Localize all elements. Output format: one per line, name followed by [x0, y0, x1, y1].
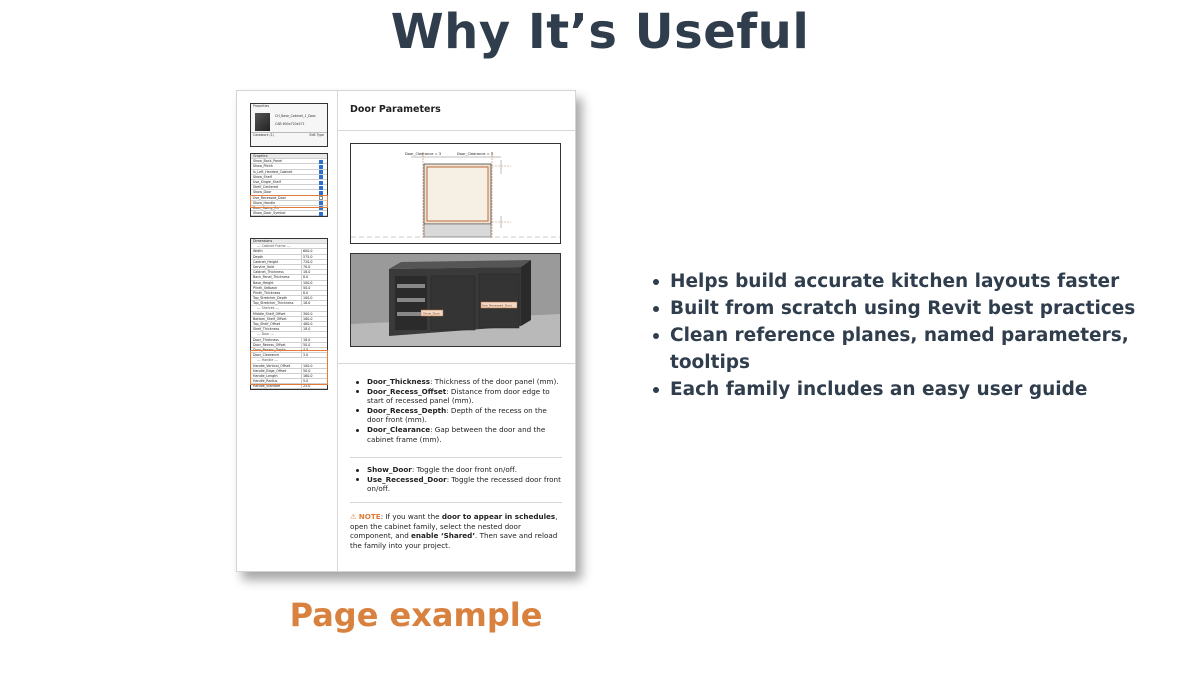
parameter-desc-text: : Depth of the recess on the door front (mm). [367, 405, 547, 425]
parameter-value[interactable]: 8.0 [301, 291, 328, 296]
parameter-description [350, 475, 562, 494]
family-name: CH_Base_Cabinet_1_Door [275, 114, 316, 118]
door-parameters-section [338, 91, 576, 571]
parameter-name: Base_Height [253, 280, 274, 285]
note-text: . Then save and reload the family into your project. [350, 531, 558, 550]
benefit-item: Clean reference planes, named parameters, tooltips [650, 322, 1170, 376]
parameter-value[interactable]: 600.0 [301, 249, 328, 254]
parameter-name: Is_Left_Handed_Cabinet [253, 169, 293, 174]
parameter-value[interactable]: 5.0 [301, 379, 328, 384]
parameter-name: Show_Back_Panel [253, 159, 283, 164]
parameter-name: --- Door --- [257, 332, 275, 337]
parameter-name: Depth [253, 254, 264, 259]
parameter-value[interactable]: 50.0 [301, 369, 328, 374]
parameter-value[interactable]: 100.0 [301, 296, 328, 301]
door-dimension-params [350, 377, 562, 444]
parameter-name: Shelf_Centered [253, 185, 279, 190]
divider [350, 502, 562, 503]
parameter-desc-text: : Thickness of the door panel (mm). [430, 377, 559, 386]
parameter-checkbox[interactable] [319, 181, 323, 185]
clearance-label-right: Door_Clearance = 3 [457, 152, 494, 156]
parameter-name: Show_Door_Symbol [253, 211, 286, 216]
door-visibility-params [350, 465, 562, 494]
parameter-value[interactable]: 18.0 [301, 327, 328, 332]
parameter-name: Top_Shelf_Offset [253, 322, 281, 326]
parameter-label: Door_Recess_Offset [367, 386, 447, 396]
parameter-name: Service_Void [253, 264, 274, 269]
parameter-description [350, 387, 562, 406]
dimensions-group-label: Dimensions [251, 239, 327, 244]
parameter-label: Door_Recess_Depth [367, 405, 447, 415]
cabinet-thumbnail-icon [255, 113, 270, 131]
parameter-value[interactable]: 160.0 [301, 374, 328, 379]
benefit-item: Helps build accurate kitchen layouts faster [650, 268, 1170, 295]
parameter-row [251, 211, 327, 216]
schedule-note [350, 512, 564, 550]
graphics-group-label: Graphics [251, 154, 327, 159]
parameter-checkbox[interactable] [319, 170, 323, 174]
parameter-name: Handle_Length [253, 373, 278, 378]
3d-render-image [350, 253, 561, 347]
properties-label: Properties [253, 104, 270, 108]
parameter-value[interactable]: 18.0 [301, 270, 328, 275]
divider [350, 457, 562, 458]
parameter-value[interactable]: 100.0 [301, 364, 328, 369]
page-example-caption: Page example [289, 596, 543, 634]
render-label-right: Use_Recessed_Door [482, 303, 512, 308]
parameter-name: Handle_Edge_Offset [253, 368, 287, 373]
parameter-name: Shelf_Thickness [253, 327, 280, 332]
graphics-highlight [250, 195, 328, 208]
parameter-name: Top_Stretcher_Thickness [253, 301, 294, 306]
parameter-name: Handle_Radius [253, 379, 278, 384]
parameter-name: Middle_Shelf_Offset [253, 311, 286, 316]
parameter-value[interactable]: 300.0 [301, 312, 328, 317]
parameter-name: Door_Recess_Offset [253, 342, 286, 347]
parameter-value[interactable]: 3.0 [301, 353, 328, 358]
parameter-checkbox[interactable] [319, 160, 323, 164]
parameter-name: Top_Stretcher_Depth [253, 296, 288, 301]
parameter-label: Door_Clearance [367, 424, 431, 434]
parameter-name: Handle_Vertical_Offset [253, 363, 291, 368]
parameter-name: Use_Single_Shelf [253, 179, 281, 184]
parameter-name: Cabinet_Height [253, 259, 279, 264]
parameter-name: --- Cabinet Frame --- [257, 244, 291, 249]
parameter-value[interactable]: 720.0 [301, 260, 328, 265]
parameter-name: Back_Panel_Thickness [253, 275, 290, 280]
slide-title: Why It’s Useful [390, 4, 810, 60]
parameter-desc-text: : Toggle the recessed door front on/off. [367, 474, 561, 494]
benefit-item: Built from scratch using Revit best practices [650, 295, 1170, 322]
parameter-value[interactable]: 480.0 [301, 322, 328, 327]
parameter-checkbox[interactable] [319, 186, 323, 190]
parameter-name: Bottom_Shelf_Offset [253, 316, 287, 321]
parameter-label: Show_Door [367, 465, 412, 474]
parameter-name: Show_Plinth [253, 164, 273, 169]
parameter-name: Door_Thickness [253, 337, 279, 342]
parameter-name: Show_Handle [253, 200, 276, 205]
parameter-checkbox[interactable] [319, 165, 323, 169]
note-bold: door to appear in schedules [441, 512, 556, 521]
note-text: , open the cabinet family, select the nested door component, and [350, 512, 558, 541]
edit-type-button[interactable]: Edit Type [309, 133, 324, 137]
properties-panel [250, 103, 328, 147]
parameter-value[interactable]: 70.0 [301, 265, 328, 270]
parameter-name: Door_Clearance [253, 353, 280, 358]
parameter-description [350, 377, 562, 387]
parameter-label: Use_Recessed_Door [367, 474, 447, 484]
parameter-value[interactable]: 50.0 [301, 286, 328, 291]
parameter-value[interactable]: 25.0 [301, 384, 328, 389]
parameter-description [350, 425, 562, 444]
parameter-value[interactable]: 100.0 [301, 281, 328, 286]
parameter-name: --- Handle --- [257, 358, 278, 363]
benefit-item: Each family includes an easy user guide [650, 376, 1170, 403]
parameter-value[interactable]: 8.0 [301, 275, 328, 280]
front-elevation-drawing [350, 143, 561, 244]
type-name: CAB 600x720x571 [275, 122, 305, 126]
note-text: : If you want the [380, 512, 442, 521]
clearance-label-left: Door_Clearance = 3 [405, 152, 442, 156]
parameter-name: Width [253, 249, 263, 254]
parameter-name: Use_Recessed_Door [253, 195, 286, 200]
parameter-name: Door_Recess_Depth [253, 347, 286, 352]
properties-column [237, 91, 338, 571]
render-label-left: Show_Door [423, 311, 440, 316]
parameter-name: Cabinet_Thickness [253, 270, 284, 275]
parameter-name: Show_Shelf [253, 174, 272, 179]
parameter-checkbox[interactable] [319, 175, 323, 179]
parameter-label: Door_Thickness [367, 377, 431, 386]
parameter-value[interactable]: 575.0 [301, 255, 328, 260]
render-svg [351, 254, 560, 346]
parameter-desc-text: : Distance from door edge to start of recessed panel (mm). [367, 386, 550, 406]
parameter-value[interactable]: 50.0 [301, 343, 328, 348]
parameter-description [350, 465, 562, 475]
parameter-name: Plinth_Setback [253, 285, 278, 290]
parameter-name: Show_Door [253, 190, 272, 195]
category-label: Casework (1) [253, 133, 275, 137]
parameter-value[interactable]: 18.0 [301, 301, 328, 306]
parameter-value[interactable]: 180.0 [301, 317, 328, 322]
parameter-value[interactable]: 18.0 [301, 338, 328, 343]
parameter-name: Door_Swing_On [253, 205, 279, 210]
note-bold: enable ‘Shared’ [411, 531, 476, 541]
elevation-svg [351, 144, 560, 243]
parameter-checkbox[interactable] [319, 212, 323, 216]
note-label: NOTE [358, 512, 381, 521]
parameter-name: Plinth_Thickness [253, 290, 281, 295]
parameter-value[interactable]: 4.0 [301, 348, 328, 353]
benefits-list [650, 268, 1170, 403]
warning-icon: ⚠ [350, 512, 357, 521]
parameter-desc-text: : Toggle the door front on/off. [411, 465, 518, 474]
parameter-description [350, 406, 562, 425]
parameter-name: Handle_Standoff [253, 384, 281, 389]
parameter-desc-text: : Gap between the door and the cabinet frame (mm). [367, 424, 546, 444]
parameter-name: --- Shelves --- [257, 306, 280, 311]
page-example-image [236, 90, 576, 572]
section-heading: Door Parameters [338, 91, 576, 131]
divider [338, 363, 576, 364]
parameter-row [251, 384, 327, 389]
